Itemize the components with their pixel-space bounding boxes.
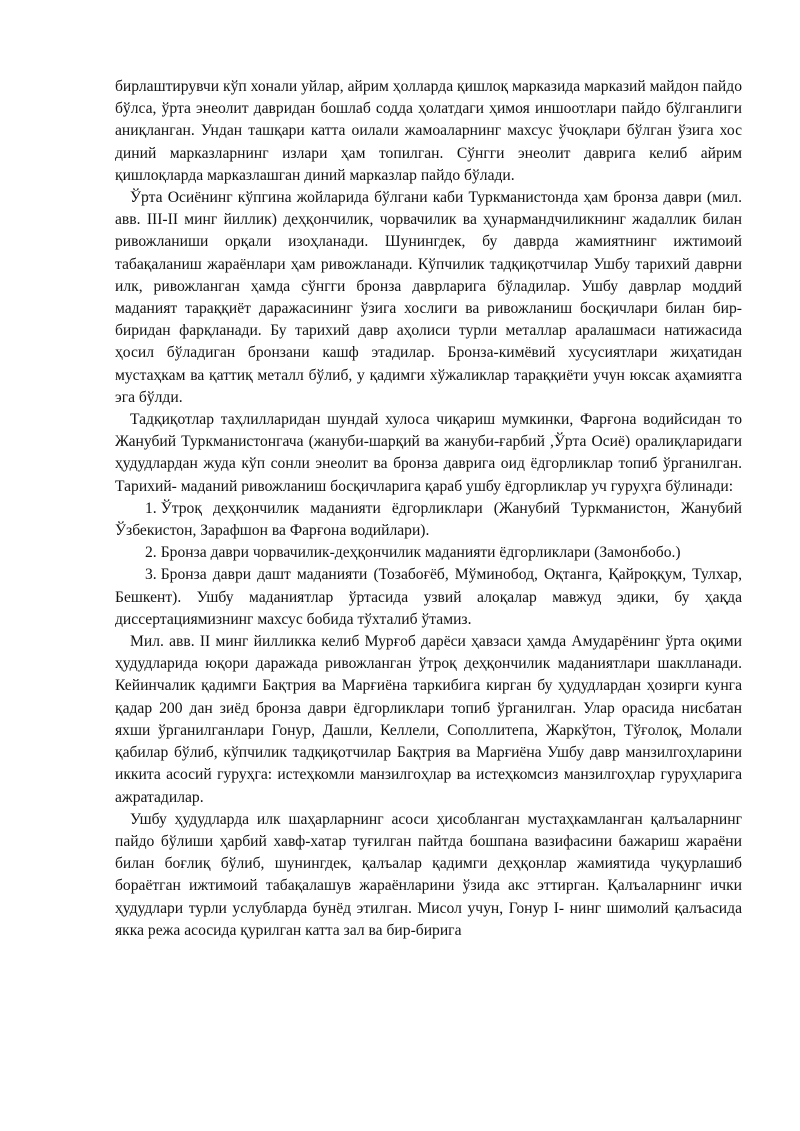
list-item-number: 1. [145,499,157,517]
list-item-text: Ўтроқ деҳқончилик маданияти ёдгорликлари (Жанубий Туркманистон, Жанубий Ўзбекистон, Зарафшон ва Фарғона водийлари). [115,499,742,540]
list-item-number: 2. [145,544,157,562]
list-item-text: Бронза даври чорвачилик-деҳқончилик маданияти ёдгорликлари (Замонбобо.) [160,544,681,562]
paragraph: бирлаштирувчи кўп хонали уйлар, айрим ҳолларда қишлоқ марказида марказий майдон пайдо бўлса, ўрта энеолит давридан бошлаб содда ҳолатдаги ҳимоя иншоотлари пайдо бўлганлиги аниқланган. Ундан ташқари катта оилали жамоаларнинг махсус ўчоқлари бўлган ўзига хос диний марказларнинг излари ҳам топилган. Сўнгги энеолит даврига келиб айрим қишлоқларда марказлашган диний марказлар пайдо бўлади. [115,78,742,184]
numbered-list [115,498,742,631]
paragraph: Тадқиқотлар таҳлилларидан шундай хулоса чиқариш мумкинки, Фарғона водийсидан то Жанубий Туркманистонгача (жануби-шарқий ва жануби-ғарбий ,Ўрта Осиё) оралиқларидаги ҳудудлардан жуда кўп сонли энеолит ва бронза даврига оид ёдгорликлар топиб ўрганилган. Тарихий- маданий ривожланиш босқичларига қараб ушбу ёдгорликлар уч гуруҳга бўлинади: [115,411,742,495]
list-item-number: 3. [145,566,157,584]
paragraph: Ўрта Осиёнинг кўпгина жойларида бўлгани каби Туркманистонда ҳам бронза даври (мил. авв. III-II минг йиллик) деҳқончилик, чорвачилик ва ҳунармандчиликнинг жадаллик билан ривожланиши орқали изоҳланади. Шунингдек, бу даврда жамиятнинг ижтимоий табақаланиш жараёнлари ҳам ривожланади. Кўпчилик тадқиқотчилар Ушбу тарихий даврни илк, ривожланган ҳамда сўнгги бронза даврларига бўладилар. Ушбу даврлар моддий маданият тараққиёт даражасининг ўзига хослиги ва ривожланиш босқичлари билан бир-биридан фарқланади. Бу тарихий давр аҳолиси турли металлар аралашмаси натижасида ҳосил бўладиган бронзани кашф этадилар. Бронза-кимёвий хусусиятлари жиҳатидан мустаҳкам ва қаттиқ металл бўлиб, у қадимги хўжаликлар тараққиёти учун юксак аҳамиятга эга бўлди. [115,189,742,406]
list-item [115,542,742,564]
list-item-text: Бронза даври дашт маданияти (Тозабоғёб, Мўминобод, Оқтанга, Қайроққум, Тулхар, Бешкент). Ушбу маданиятлар ўртасида узвий алоқалар мавжуд эдики, бу ҳақда диссертациямизнинг махсус бобида тўхталиб ўтамиз. [115,566,742,628]
document-page [115,76,742,942]
paragraph: Мил. авв. II минг йилликка келиб Мурғоб дарёси ҳавзаси ҳамда Амударёнинг ўрта оқими ҳудудларида юқори даражада ривожланган ўтроқ деҳқончилик маданиятлари шаклланади. Кейинчалик қадимги Бақтрия ва Марғиёна таркибига кирган бу ҳудудлардан ҳозирги кунга қадар 200 дан зиёд бронза даври ёдгорликлари топиб ўрганилган. Улар орасида нисбатан яхши ўрганилганлари Гонур, Дашли, Келлели, Сополлитепа, Жаркўтон, Тўғолоқ, Молали қабилар бўлиб, кўпчилик тадқиқотчилар Бақтрия ва Марғиёна Ушбу давр манзилгоҳларини иккита асосий гуруҳга: истеҳкомли манзилгоҳлар ва истеҳкомсиз манзилгоҳлар гуруҳларига ажратадилар. [115,633,742,806]
list-item [115,498,742,542]
paragraph: Ушбу ҳудудларда илк шаҳарларнинг асоси ҳисобланган мустаҳкамланган қалъаларнинг пайдо бўлиши ҳарбий хавф-хатар туғилган пайтда бошпана вазифасини бажариш жараёни билан боғлиқ бўлиб, шунингдек, қалъалар қадимги деҳқонлар жамиятида чуқурлашиб бораётган ижтимоий табақалашув жараёнларини ўзида акс эттирган. Қалъаларнинг ички ҳудудлари турли услубларда бунёд этилган. Мисол учун, Гонур I- нинг шимолий қалъасида якка режа асосида қурилган катта зал ва бир-бирига [115,810,742,939]
list-item [115,564,742,631]
